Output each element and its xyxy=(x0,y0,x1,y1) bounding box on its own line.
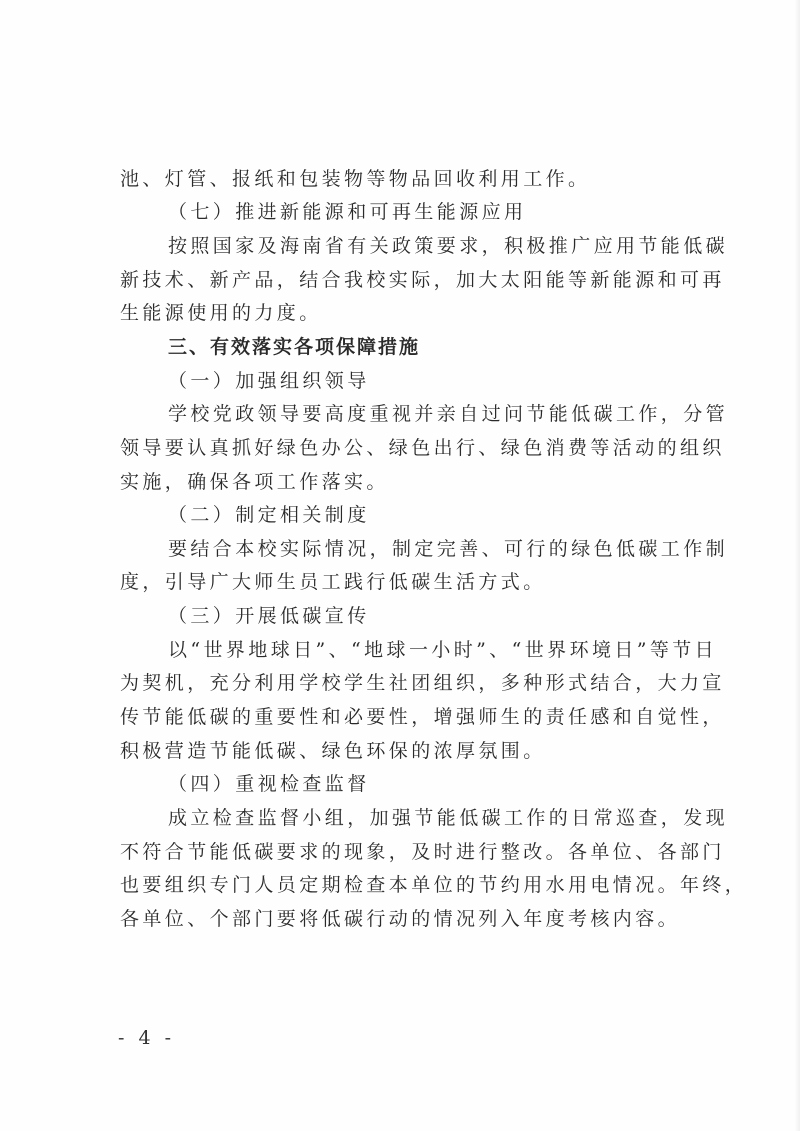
body-line: 积极营造节能低碳、绿色环保的浓厚氛围。 xyxy=(120,740,546,762)
body-line: 不符合节能低碳要求的现象，及时进行整改。各单位、各部门 xyxy=(120,841,725,863)
subsection-heading: （七）推进新能源和可再生能源应用 xyxy=(168,201,527,223)
body-line: 为契机，充分利用学校学生社团组织，多种形式结合，大力宣 xyxy=(120,672,725,694)
body-line: 领导要认真抓好绿色办公、绿色出行、绿色消费等活动的组织 xyxy=(120,437,725,459)
subsection-heading: （二）制定相关制度 xyxy=(168,504,370,526)
body-line: 传节能低碳的重要性和必要性，增强师生的责任感和自觉性， xyxy=(120,706,725,728)
body-line: 新技术、新产品，结合我校实际，加大太阳能等新能源和可再 xyxy=(120,269,725,291)
section-heading: 三、有效落实各项保障措施 xyxy=(168,336,421,358)
body-line: 各单位、个部门要将低碳行动的情况列入年度考核内容。 xyxy=(120,908,681,930)
body-line: 要结合本校实际情况，制定完善、可行的绿色低碳工作制 xyxy=(168,538,729,560)
body-line: 生能源使用的力度。 xyxy=(120,302,322,324)
subsection-heading: （三）开展低碳宣传 xyxy=(168,605,370,627)
body-line: 也要组织专门人员定期检查本单位的节约用水用电情况。年终， xyxy=(120,874,748,896)
subsection-heading: （四）重视检查监督 xyxy=(168,773,370,795)
body-line: 以“世界地球日”、“地球一小时”、“世界环境日”等节日 xyxy=(168,639,718,661)
body-line: 池、灯管、报纸和包装物等物品回收利用工作。 xyxy=(120,168,591,190)
page-number: - 4 - xyxy=(118,1027,176,1049)
body-line: 学校党政领导要高度重视并亲自过问节能低碳工作，分管 xyxy=(168,403,729,425)
body-line: 度，引导广大师生员工践行低碳生活方式。 xyxy=(120,571,546,593)
body-line: 成立检查监督小组，加强节能低碳工作的日常巡查，发现 xyxy=(168,807,729,829)
subsection-heading: （一）加强组织领导 xyxy=(168,370,370,392)
body-line: 实施，确保各项工作落实。 xyxy=(120,471,389,493)
body-line: 按照国家及海南省有关政策要求，积极推广应用节能低碳 xyxy=(168,235,729,257)
scan-edge xyxy=(794,0,800,1131)
